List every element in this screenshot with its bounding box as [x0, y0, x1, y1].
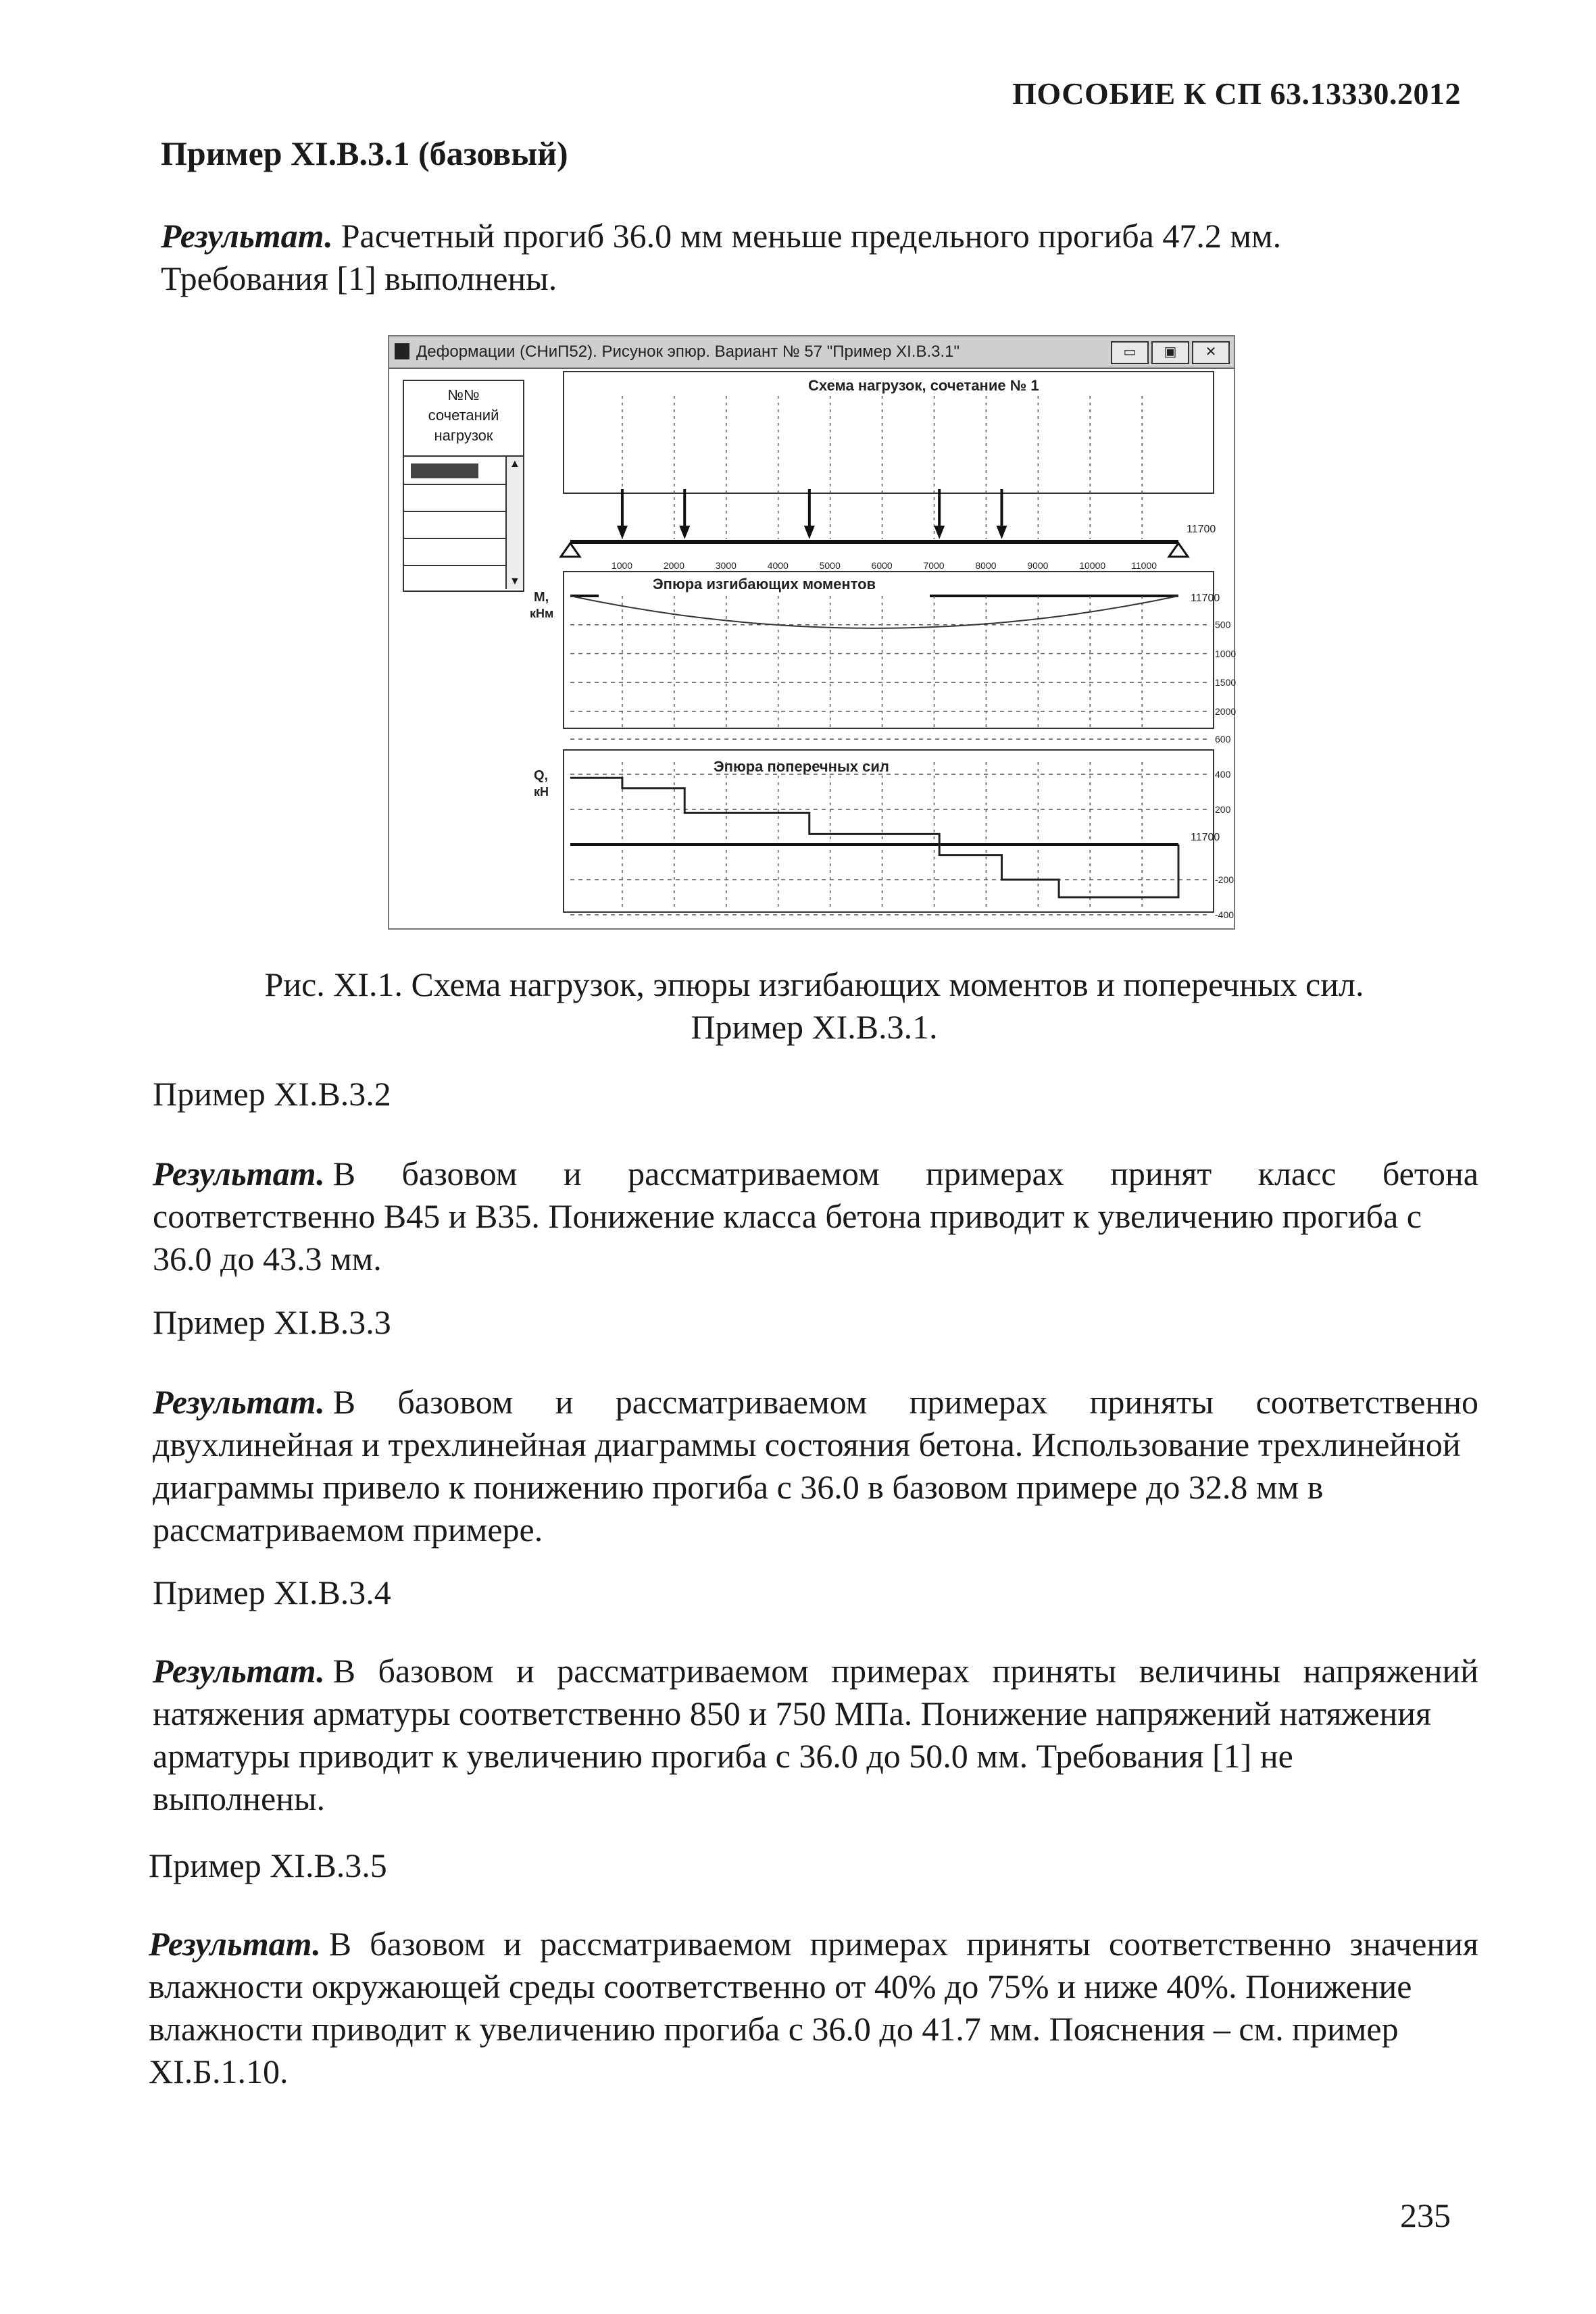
figure-window [388, 335, 1235, 930]
para-line: выполнены. [153, 1780, 326, 1817]
grid-header-line: сочетаний [428, 407, 499, 424]
x-tick-label: 5000 [819, 560, 841, 571]
x-tick-label: 7000 [923, 560, 945, 571]
moment-tick-label: 1500 [1215, 677, 1237, 688]
shear-tick-label: 600 [1215, 734, 1231, 745]
result-paragraph-2 [153, 1153, 1478, 1280]
shear-axis-unit: кН [534, 785, 549, 799]
load-arrow-head-icon [934, 526, 945, 539]
para-line: Требования [1] выполнены. [161, 259, 557, 297]
right-support-icon [1169, 543, 1188, 557]
moment-ticks [1215, 620, 1236, 717]
para-line: двухлинейная и трехлинейная диаграммы состояния бетона. Использование трехлинейной [153, 1426, 1461, 1463]
load-scheme-title: Схема нагрузок, сочетание № 1 [808, 377, 1039, 394]
grid-header-line: нагрузок [434, 427, 493, 444]
left-support-icon [561, 543, 580, 557]
para-line: соответственно В45 и В35. Понижение класса бетона приводит к увеличению прогиба с [153, 1197, 1422, 1235]
x-tick-label: 11000 [1131, 560, 1157, 571]
grid-header-line: №№ [447, 386, 480, 403]
shear-tick-label: -200 [1215, 874, 1235, 885]
shear-title: Эпюра поперечных сил [714, 758, 889, 775]
para-line: натяжения арматуры соответственно 850 и 750 МПа. Понижение напряжений натяжения [153, 1694, 1432, 1732]
vertical-gridlines-top [622, 396, 1142, 539]
load-arrows [617, 489, 1007, 539]
scroll-down-icon[interactable]: ▼ [509, 576, 520, 587]
heading-xi-b-3-5: Пример XI.B.3.5 [149, 1846, 387, 1884]
maximize-button[interactable]: ▣ [1151, 341, 1189, 364]
shear-grid [570, 739, 1211, 915]
span-label: 11700 [1187, 524, 1216, 535]
result-paragraph-5 [149, 1923, 1478, 2093]
para-line: рассматриваемом примере. [153, 1511, 543, 1549]
load-arrow-head-icon [679, 526, 690, 539]
caption-line: Пример XI.B.3.1. [691, 1008, 938, 1046]
moment-span-label: 11700 [1191, 593, 1220, 604]
para-line: влажности приводит к увеличению прогиба с 36.0 до 41.7 мм. Пояснения – см. пример [149, 2010, 1399, 2048]
load-arrow-head-icon [996, 526, 1007, 539]
heading-xi-b-3-3: Пример XI.B.3.3 [153, 1303, 391, 1341]
x-tick-label: 2000 [663, 560, 685, 571]
para-line: Расчетный прогиб 36.0 мм меньше предельного прогиба 47.2 мм. [341, 217, 1282, 255]
shear-tick-label: -400 [1215, 909, 1235, 920]
heading-xi-b-3-2: Пример XI.B.3.2 [153, 1075, 391, 1113]
result-lead: Результат. [153, 1383, 325, 1421]
moment-tick-label: 2000 [1215, 705, 1237, 717]
para-line: диаграммы привело к понижению прогиба с 36.0 в базовом примере до 32.8 мм в [153, 1468, 1324, 1506]
moment-tick-label: 1000 [1215, 648, 1237, 659]
heading-xi-b-3-1: Пример XI.B.3.1 (базовый) [161, 134, 568, 172]
shear-tick-label: 400 [1215, 769, 1231, 780]
moment-axis-label: M, [534, 590, 549, 605]
shear-axis-label: Q, [534, 768, 549, 783]
para-line: 36.0 до 43.3 мм. [153, 1240, 382, 1278]
shear-ticks [1215, 734, 1234, 920]
para-line: В базовом и рассматриваемом примерах принят класс бетона [332, 1155, 1478, 1192]
heading-xi-b-3-4: Пример XI.B.3.4 [153, 1574, 391, 1611]
moment-grid [570, 596, 1211, 727]
result-lead: Результат. [149, 1925, 321, 1963]
x-tick-label: 6000 [871, 560, 893, 571]
result-paragraph-3 [153, 1381, 1478, 1551]
para-line: В базовом и рассматриваемом примерах приняты соответственно значения [328, 1925, 1478, 1963]
running-header: ПОСОБИЕ К СП 63.13330.2012 [1012, 76, 1461, 111]
para-line: XI.Б.1.10. [149, 2053, 289, 2090]
x-tick-label: 1000 [611, 560, 633, 571]
load-arrow-head-icon [617, 526, 628, 539]
diagram-canvas [389, 336, 1237, 928]
page-number: 235 [1400, 2196, 1451, 2234]
window-title: Деформации (СНиП52). Рисунок эпюр. Вариант № 57 "Пример XI.B.3.1" [416, 343, 959, 361]
result-paragraph-1 [161, 215, 1478, 300]
para-line: В базовом и рассматриваемом примерах приняты соответственно [332, 1383, 1478, 1421]
shear-span-label: 11700 [1191, 832, 1220, 843]
result-paragraph-4 [153, 1650, 1478, 1820]
moment-title: Эпюра изгибающих моментов [653, 576, 876, 593]
moment-axis-unit: кНм [530, 607, 554, 620]
result-lead: Результат. [153, 1652, 325, 1690]
result-lead: Результат. [153, 1155, 325, 1192]
x-tick-label: 8000 [975, 560, 997, 571]
para-line: В базовом и рассматриваемом примерах приняты величины напряжений [332, 1652, 1478, 1690]
x-tick-label: 9000 [1027, 560, 1049, 571]
para-line: влажности окружающей среды соответственно от 40% до 75% и ниже 40%. Понижение [149, 1967, 1412, 2005]
shear-tick-label: 200 [1215, 804, 1231, 815]
load-arrow-head-icon [804, 526, 815, 539]
moment-curve [570, 596, 1178, 628]
x-tick-label: 10000 [1079, 560, 1106, 571]
minimize-button[interactable]: ▭ [1111, 341, 1149, 364]
result-lead: Результат. [161, 217, 333, 255]
scroll-up-icon[interactable]: ▲ [509, 458, 520, 470]
x-axis-ticks [612, 560, 1157, 571]
x-tick-label: 4000 [767, 560, 789, 571]
close-button[interactable]: ✕ [1192, 341, 1230, 364]
caption-line: Рис. XI.1. Схема нагрузок, эпюры изгибающих моментов и поперечных сил. [264, 965, 1364, 1003]
x-tick-label: 3000 [715, 560, 737, 571]
figure-caption [257, 963, 1372, 1049]
moment-tick-label: 500 [1215, 619, 1231, 630]
para-line: арматуры приводит к увеличению прогиба с 36.0 до 50.0 мм. Требования [1] не [153, 1737, 1293, 1775]
